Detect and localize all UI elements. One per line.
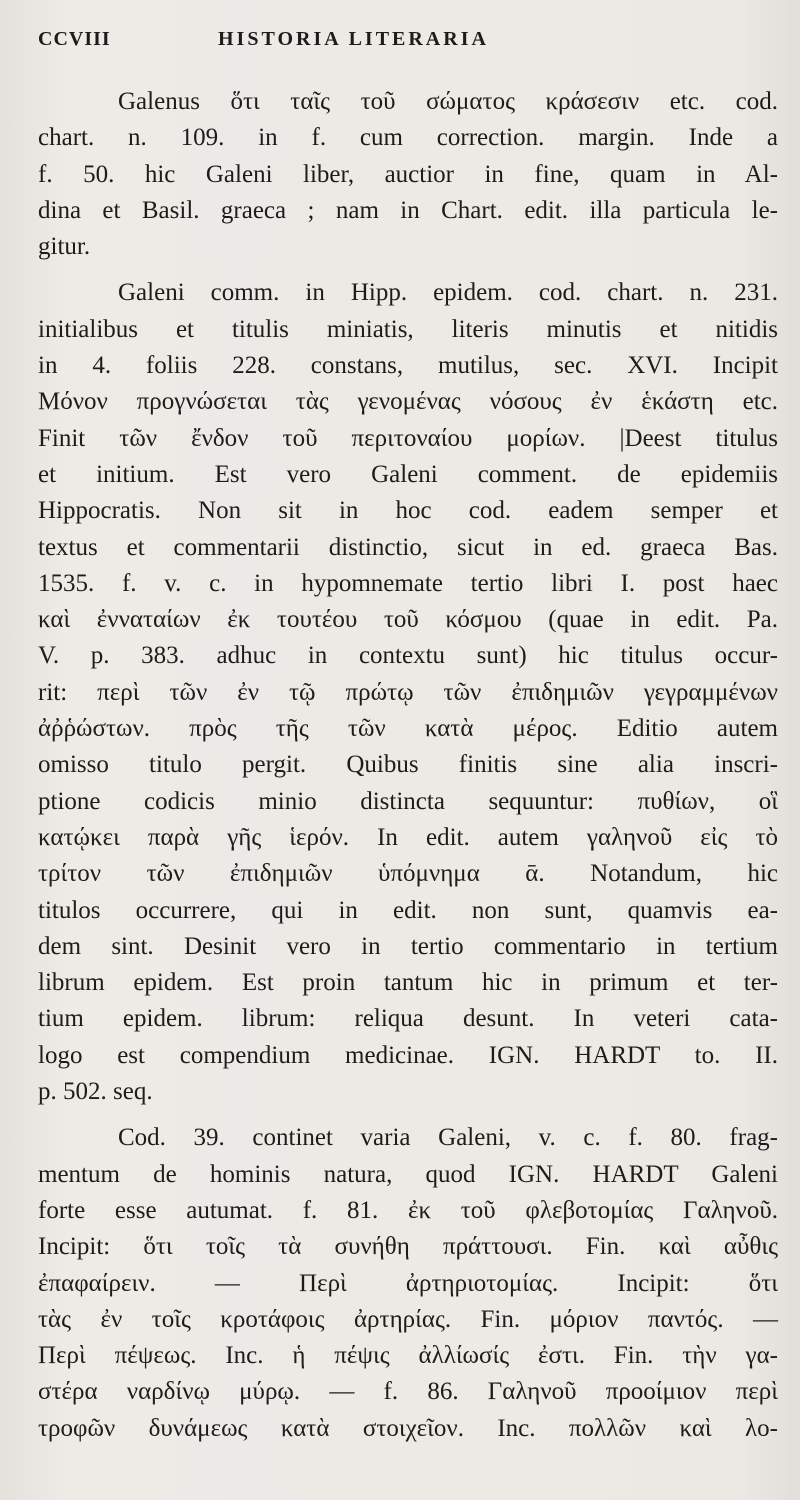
text-line: logo est compendium medicinae. IGN. HARDT to. II. (38, 1041, 778, 1069)
text-line: rit: περὶ τῶν ἐν τῷ πρώτῳ τῶν ἐπιδημιῶν γεγραμμένων (38, 678, 778, 706)
text-line: Incipit: ὅτι τοῖς τὰ συνήθη πράττουσι. Fin. καὶ αὖθις (38, 1233, 778, 1261)
text-line: ἀῤῥώστων. πρὸς τῆς τῶν κατὰ μέρος. Editio autem (38, 715, 778, 743)
text-line: dina et Basil. graeca ; nam in Chart. edit. illa particula le- (38, 196, 778, 224)
running-title: HISTORIA LITERARIA (218, 28, 489, 50)
page-header (38, 28, 778, 64)
text-line: τροφῶν δυνάμεως κατὰ στοιχεῖον. Inc. πολλῶν καὶ λο- (38, 1414, 778, 1442)
text-line: textus et commentarii distinctio, sicut in ed. graeca Bas. (38, 533, 778, 561)
text-line: τὰς ἐν τοῖς κροτάφοις ἀρτηρίας. Fin. μόριον παντός. — (38, 1305, 778, 1333)
text-line: titulos occurrere, qui in edit. non sunt, quamvis ea- (38, 896, 778, 924)
text-line: tium epidem. librum: reliqua desunt. In veteri cata- (38, 1005, 778, 1033)
text-line: στέρα ναρδίνῳ μύρῳ. — f. 86. Γαληνοῦ προοίμιον περὶ (38, 1378, 778, 1406)
text-line: κατῴκει παρὰ γῆς ἱερόν. In edit. autem γαληνοῦ εἰς τὸ (38, 823, 778, 851)
text-line: mentum de hominis natura, quod IGN. HARDT Galeni (38, 1160, 778, 1188)
body-text (38, 84, 778, 1447)
folio-number: CCVIII (38, 28, 111, 50)
text-line: Μόνον προγνώσεται τὰς γενομένας νόσους ἐν ἑκάστη etc. (38, 388, 778, 416)
text-line: Περὶ πέψεως. Inc. ἡ πέψις ἀλλίωσίς ἐστι. Fin. τὴν γα- (38, 1342, 778, 1370)
paragraph-1 (38, 84, 778, 265)
text-line: καὶ ἐνναταίων ἐκ τουτέου τοῦ κόσμου (quae in edit. Pa. (38, 606, 778, 634)
text-line: Galenus ὅτι ταῖς τοῦ σώματος κράσεσιν etc. cod. (118, 88, 778, 115)
text-line: gitur. (38, 233, 91, 261)
text-line: Galeni comm. in Hipp. epidem. cod. chart. n. 231. (118, 279, 778, 307)
text-line: Finit τῶν ἔνδον τοῦ περιτοναίου μορίων. |Deest titulus (38, 424, 778, 452)
text-line: τρίτον τῶν ἐπιδημιῶν ὑπόμνημα ᾱ. Notandum, hic (38, 860, 778, 888)
text-line: Cod. 39. continet varia Galeni, v. c. f. 80. frag- (118, 1124, 778, 1152)
text-line: p. 502. seq. (38, 1078, 153, 1106)
paragraph-gap (38, 1110, 778, 1120)
text-line: ptione codicis minio distincta sequuntur: πυθίων, οἳ (38, 787, 778, 815)
text-line: forte esse autumat. f. 81. ἐκ τοῦ φλεβοτομίας Γαληνοῦ. (38, 1196, 778, 1224)
text-line: in 4. foliis 228. constans, mutilus, sec. XVI. Incipit (38, 352, 778, 380)
paragraph-gap (38, 265, 778, 275)
text-line: librum epidem. Est proin tantum hic in primum et ter- (38, 969, 778, 997)
text-line: et initium. Est vero Galeni comment. de epidemiis (38, 460, 778, 488)
text-line: chart. n. 109. in f. cum correction. margin. Inde a (38, 124, 778, 152)
text-line: V. p. 383. adhuc in contextu sunt) hic titulus occur- (38, 642, 778, 670)
text-line: dem sint. Desinit vero in tertio commentario in tertium (38, 932, 778, 960)
paragraph-3 (38, 1120, 778, 1447)
text-line: f. 50. hic Galeni liber, auctior in fine, quam in Al- (38, 160, 778, 188)
text-line: 1535. f. v. c. in hypomnemate tertio libri I. post haec (38, 569, 778, 597)
text-line: Hippocratis. Non sit in hoc cod. eadem semper et (38, 497, 778, 525)
paragraph-2 (38, 275, 778, 1110)
text-line: initialibus et titulis miniatis, literis minutis et nitidis (38, 315, 778, 343)
text-line: omisso titulo pergit. Quibus finitis sine alia inscri- (38, 751, 778, 779)
text-line: ἐπαφαίρειν. — Περὶ ἀρτηριοτομίας. Incipit: ὅτι (38, 1269, 778, 1297)
